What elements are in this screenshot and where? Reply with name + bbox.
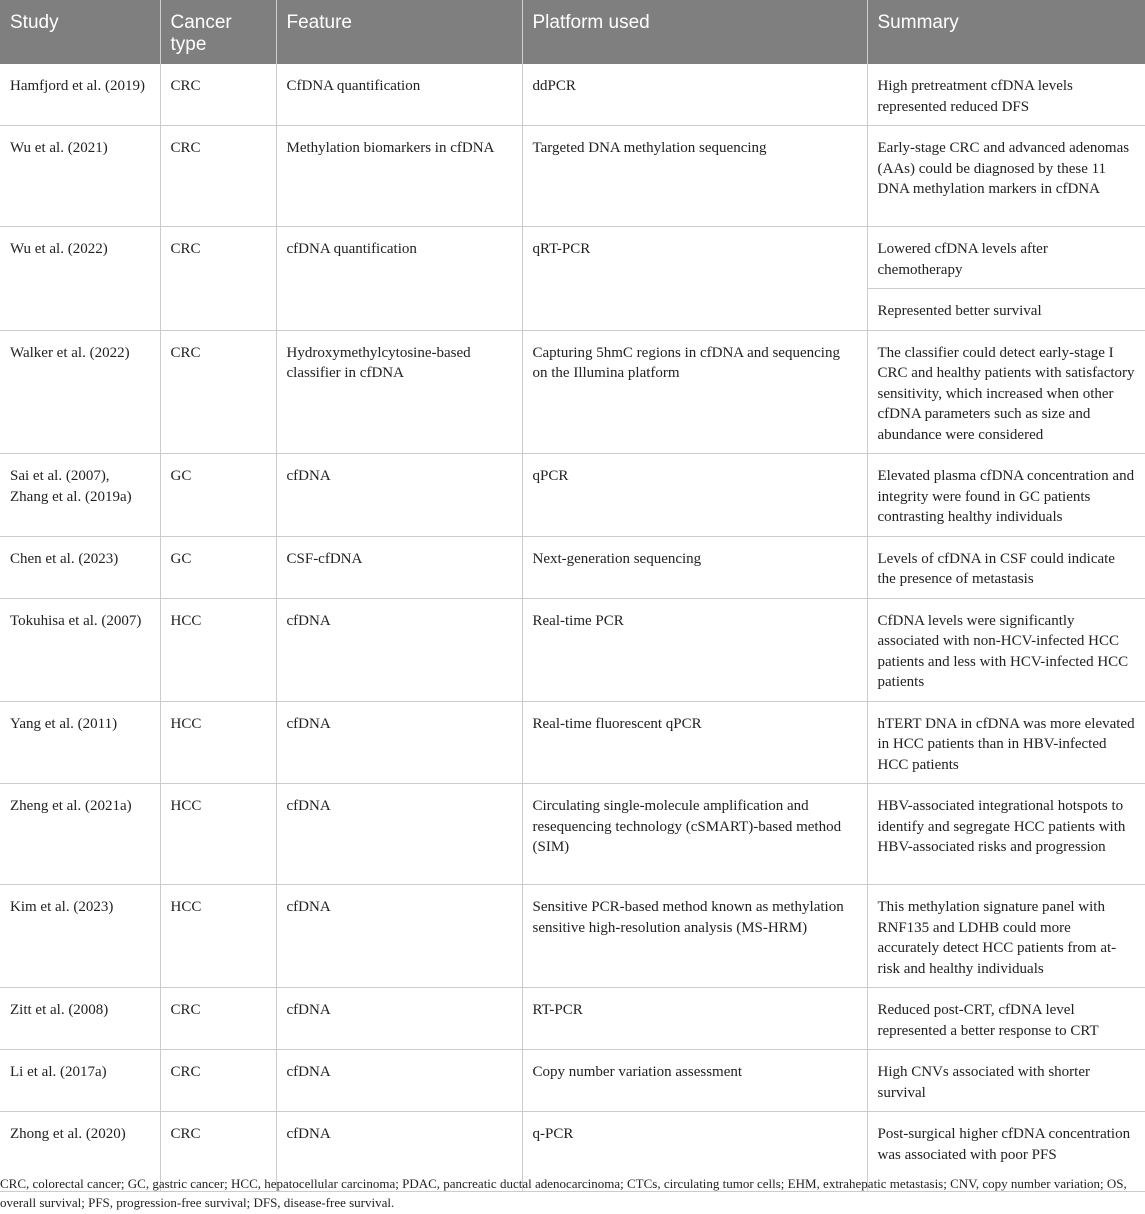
- cell-platform: qRT-PCR: [522, 227, 867, 331]
- cell-study: Zheng et al. (2021a): [0, 784, 160, 885]
- summary-text: This methylation signature panel with RNF135 and LDHB could more accurately detect HCC patients from at-risk and healthy individuals: [877, 899, 1117, 977]
- cell-cancer-type: HCC: [160, 701, 276, 784]
- cell-summary: [867, 126, 1145, 227]
- cell-study: Zhong et al. (2020): [0, 1112, 160, 1192]
- cell-summary: [867, 784, 1145, 885]
- table-row: [0, 536, 1145, 598]
- cell-cancer-type: CRC: [160, 64, 276, 126]
- cell-platform: Real-time fluorescent qPCR: [522, 701, 867, 784]
- summary-text: HBV-associated integrational hotspots to identify and segregate HCC patients with HBV-associated risks and progression: [877, 798, 1126, 855]
- summary-text: Lowered cfDNA levels after chemotherapy: [877, 241, 1048, 278]
- cell-platform: Real-time PCR: [522, 598, 867, 701]
- cell-feature: cfDNA: [276, 1050, 522, 1112]
- table-row: [0, 701, 1145, 784]
- summary-text: Represented better survival: [868, 288, 1145, 330]
- table-row: [0, 885, 1145, 988]
- table-row: [0, 988, 1145, 1050]
- cell-cancer-type: CRC: [160, 1112, 276, 1192]
- cell-cancer-type: CRC: [160, 227, 276, 331]
- table-header-row: [0, 0, 1145, 64]
- cell-cancer-type: GC: [160, 454, 276, 537]
- cell-feature: Methylation biomarkers in cfDNA: [276, 126, 522, 227]
- summary-text: High pretreatment cfDNA levels represented reduced DFS: [877, 78, 1073, 115]
- cell-feature: cfDNA: [276, 454, 522, 537]
- header-cancer-type: Cancer type: [160, 0, 276, 64]
- cell-feature: cfDNA: [276, 701, 522, 784]
- cell-study: Wu et al. (2022): [0, 227, 160, 331]
- cell-cancer-type: HCC: [160, 885, 276, 988]
- cell-summary: [867, 64, 1145, 126]
- header-feature: Feature: [276, 0, 522, 64]
- cell-platform: Sensitive PCR-based method known as methylation sensitive high-resolution analysis (MS-HRM): [522, 885, 867, 988]
- summary-text: Reduced post-CRT, cfDNA level represented a better response to CRT: [877, 1002, 1099, 1039]
- cell-feature: cfDNA: [276, 784, 522, 885]
- cell-feature: cfDNA: [276, 1112, 522, 1192]
- cell-summary: [867, 227, 1145, 331]
- cell-feature: cfDNA: [276, 598, 522, 701]
- summary-text: Levels of cfDNA in CSF could indicate the presence of metastasis: [877, 550, 1115, 587]
- cell-summary: [867, 454, 1145, 537]
- cell-study: Tokuhisa et al. (2007): [0, 598, 160, 701]
- table-row: [0, 1050, 1145, 1112]
- cell-platform: qPCR: [522, 454, 867, 537]
- table-row: [0, 227, 1145, 331]
- cell-cancer-type: GC: [160, 536, 276, 598]
- cell-cancer-type: CRC: [160, 330, 276, 454]
- summary-text: Post-surgical higher cfDNA concentration was associated with poor PFS: [877, 1126, 1131, 1163]
- cell-feature: CfDNA quantification: [276, 64, 522, 126]
- cell-feature: Hydroxymethylcytosine-based classifier in cfDNA: [276, 330, 522, 454]
- cell-feature: CSF-cfDNA: [276, 536, 522, 598]
- cell-platform: Circulating single-molecule amplification and resequencing technology (cSMART)-based method (SIM): [522, 784, 867, 885]
- cell-summary: [867, 1050, 1145, 1112]
- table-row: [0, 126, 1145, 227]
- cell-study: Li et al. (2017a): [0, 1050, 160, 1112]
- cell-platform: RT-PCR: [522, 988, 867, 1050]
- cell-platform: Targeted DNA methylation sequencing: [522, 126, 867, 227]
- table-body: [0, 64, 1145, 1192]
- cell-platform: ddPCR: [522, 64, 867, 126]
- cell-platform: Next-generation sequencing: [522, 536, 867, 598]
- summary-text: CfDNA levels were significantly associated with non-HCV-infected HCC patients and less with HCV-infected HCC patients: [877, 612, 1129, 690]
- cell-study: Kim et al. (2023): [0, 885, 160, 988]
- summary-text: Elevated plasma cfDNA concentration and integrity were found in GC patients contrasting healthy individuals: [877, 468, 1135, 525]
- header-platform-used: Platform used: [522, 0, 867, 64]
- cell-cancer-type: HCC: [160, 598, 276, 701]
- cell-cancer-type: CRC: [160, 988, 276, 1050]
- cell-platform: Capturing 5hmC regions in cfDNA and sequencing on the Illumina platform: [522, 330, 867, 454]
- cell-summary: [867, 988, 1145, 1050]
- cell-study: Yang et al. (2011): [0, 701, 160, 784]
- cell-cancer-type: CRC: [160, 126, 276, 227]
- cell-study: Walker et al. (2022): [0, 330, 160, 454]
- table-row: [0, 64, 1145, 126]
- cell-platform: Copy number variation assessment: [522, 1050, 867, 1112]
- cell-feature: cfDNA: [276, 885, 522, 988]
- summary-text: Early-stage CRC and advanced adenomas (AAs) could be diagnosed by these 11 DNA methylation markers in cfDNA: [877, 140, 1130, 197]
- cell-summary: [867, 701, 1145, 784]
- header-summary: Summary: [867, 0, 1145, 64]
- header-study: Study: [0, 0, 160, 64]
- cell-summary: [867, 885, 1145, 988]
- table-row: [0, 784, 1145, 885]
- cell-cancer-type: CRC: [160, 1050, 276, 1112]
- cell-study: Chen et al. (2023): [0, 536, 160, 598]
- summary-text: hTERT DNA in cfDNA was more elevated in HCC patients than in HBV-infected HCC patients: [877, 715, 1135, 773]
- table-row: [0, 598, 1145, 701]
- cell-study: Wu et al. (2021): [0, 126, 160, 227]
- cell-feature: cfDNA quantification: [276, 227, 522, 331]
- cell-summary: [867, 536, 1145, 598]
- cell-summary: [867, 330, 1145, 454]
- table-row: [0, 454, 1145, 537]
- cell-feature: cfDNA: [276, 988, 522, 1050]
- cell-summary: [867, 598, 1145, 701]
- table-footnote: CRC, colorectal cancer; GC, gastric cancer; HCC, hepatocellular carcinoma; PDAC, pancreatic ductal adenocarcinoma; CTCs, circulating tumor cells; EHM, extrahepatic metastasis; CNV, copy number variation; OS, overall survival; PFS, progression-free survival; DFS, disease-free survival.: [0, 1176, 1127, 1210]
- cell-study: Hamfjord et al. (2019): [0, 64, 160, 126]
- cell-study: Sai et al. (2007), Zhang et al. (2019a): [0, 454, 160, 537]
- cell-study: Zitt et al. (2008): [0, 988, 160, 1050]
- summary-text: The classifier could detect early-stage I CRC and healthy patients with satisfactory sensitivity, which increased when other cfDNA parameters such as size and abundance were considered: [877, 344, 1135, 443]
- cell-cancer-type: HCC: [160, 784, 276, 885]
- table-row: [0, 330, 1145, 454]
- cell-platform: q-PCR: [522, 1112, 867, 1192]
- summary-text: High CNVs associated with shorter survival: [877, 1064, 1090, 1101]
